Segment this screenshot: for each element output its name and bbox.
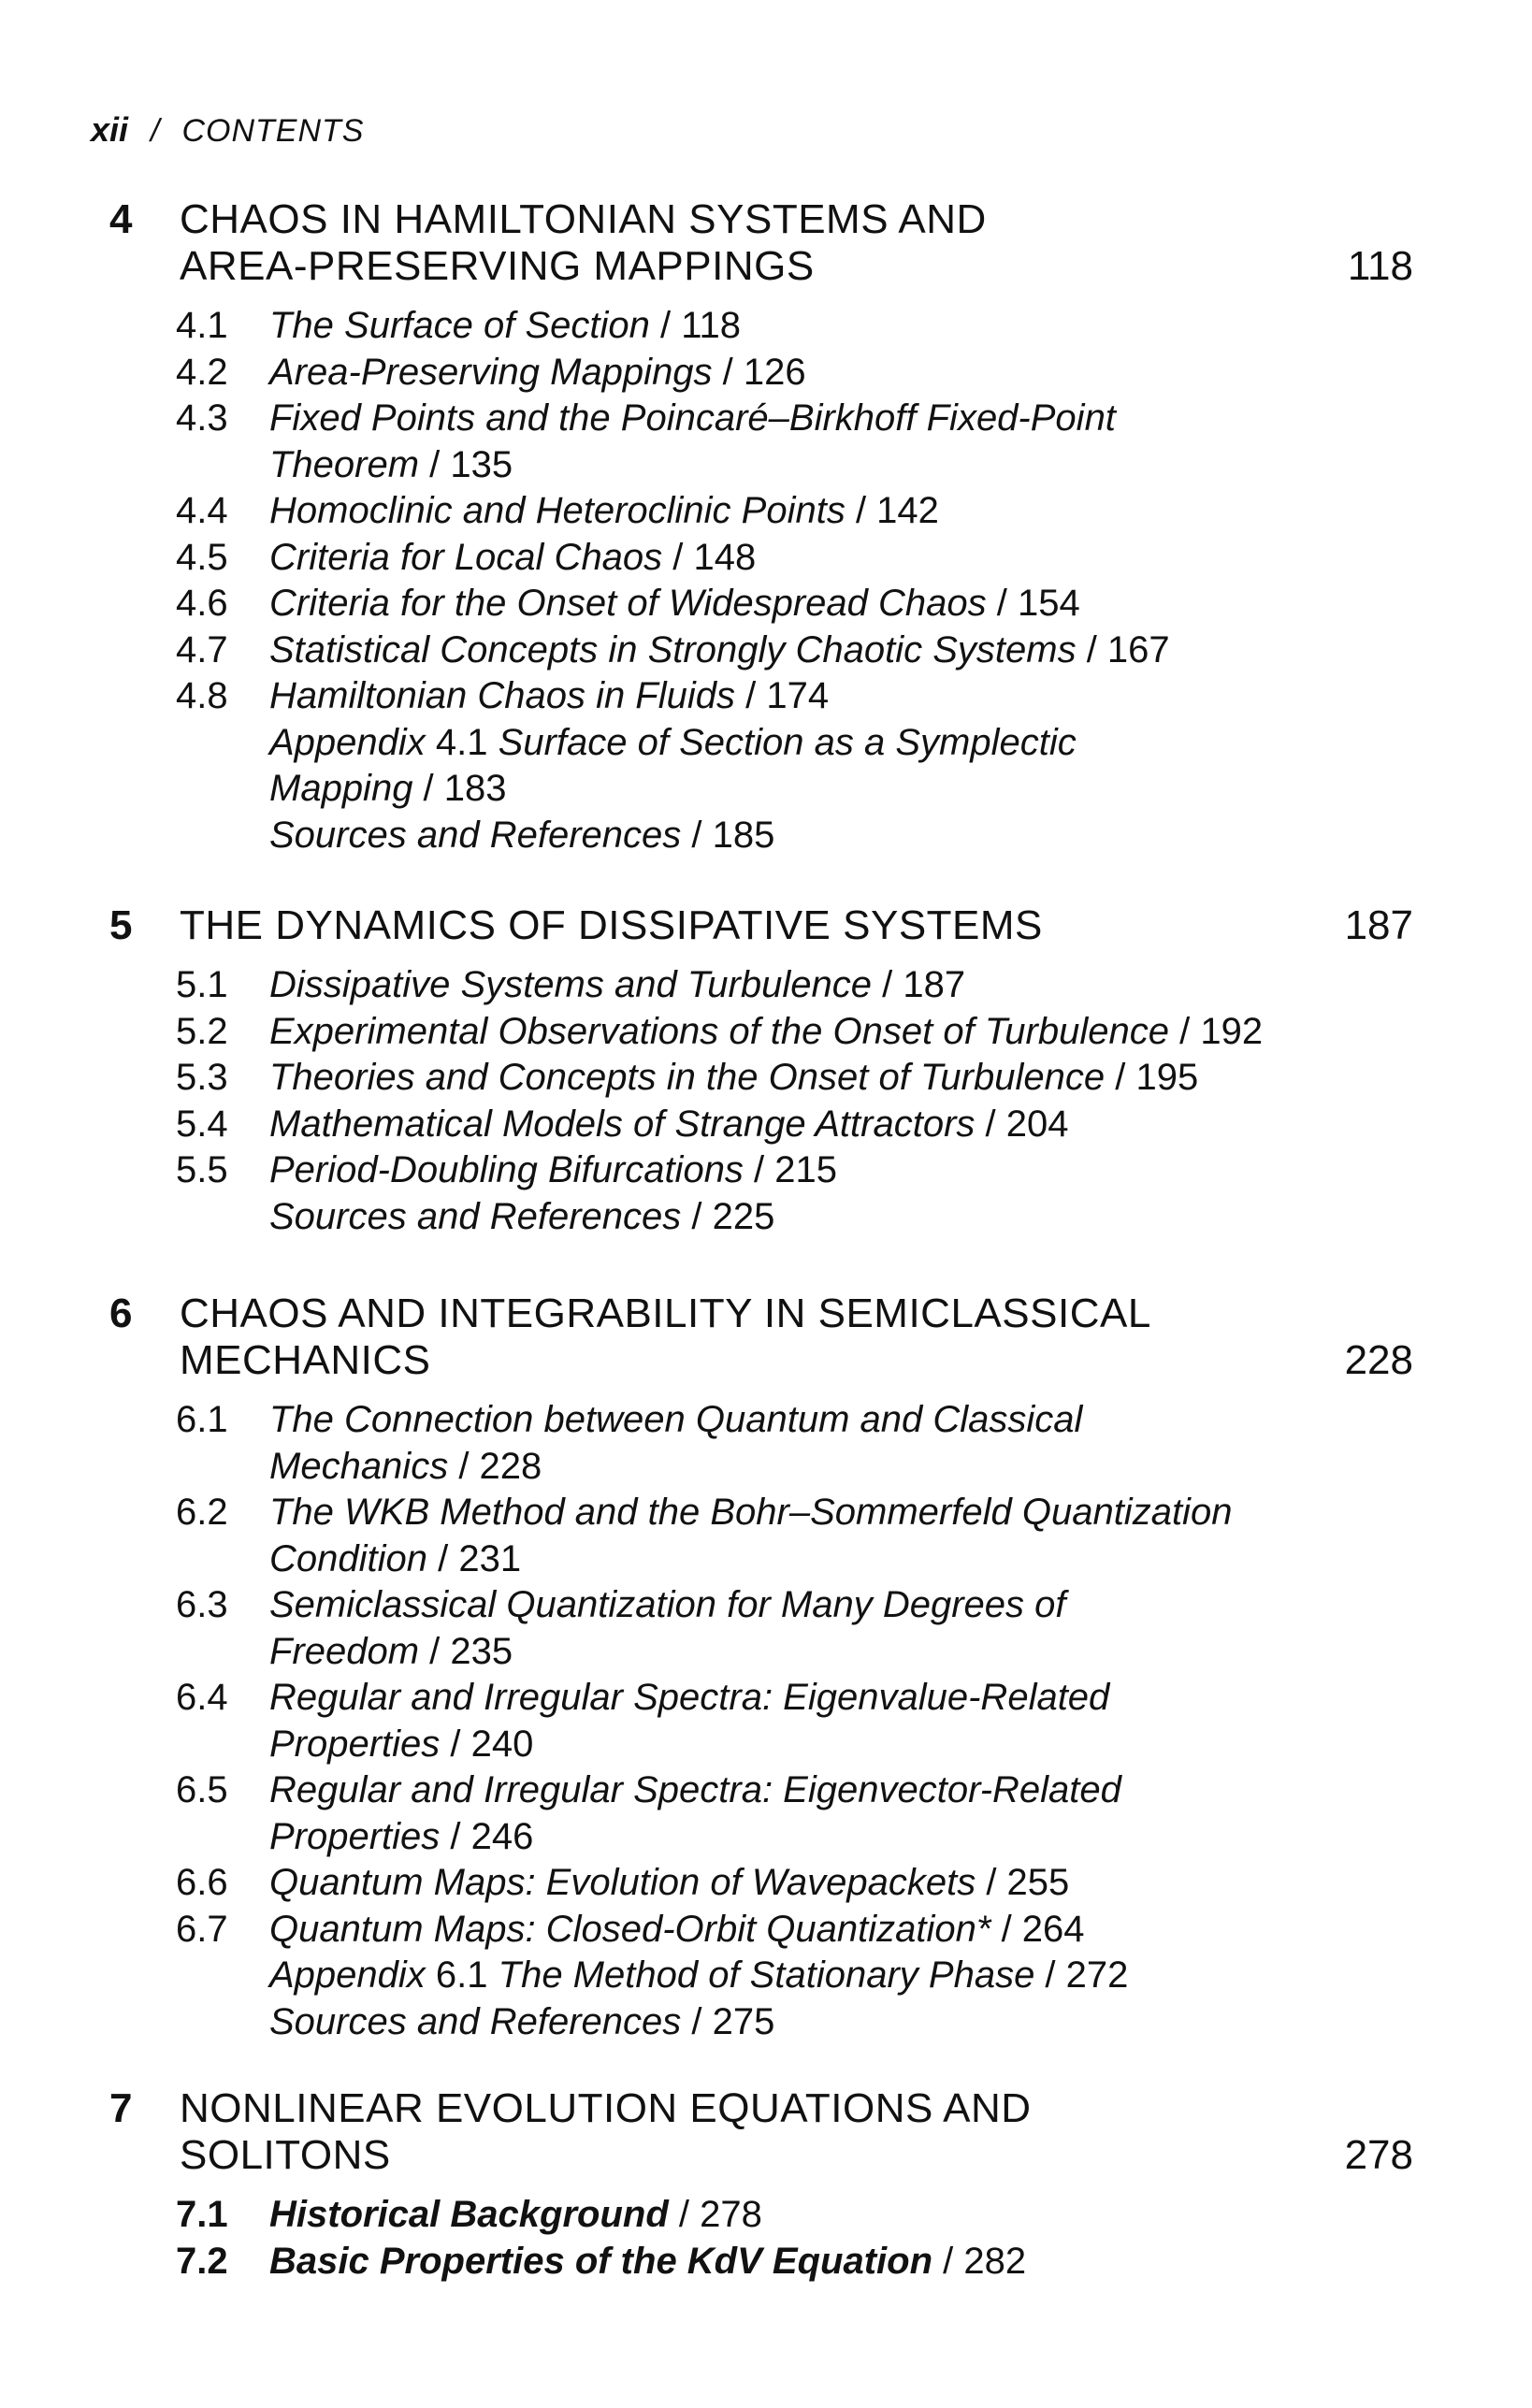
section-title-text: The WKB Method and the Bohr–Sommerfeld Quantization: [269, 1492, 1233, 1533]
section-list: [176, 303, 1392, 858]
section-title-text: Fixed Points and the Poincaré–Birkhoff Fixed-Point: [269, 397, 1116, 439]
chapter-page-number: 118: [1347, 243, 1413, 289]
running-head-page-number: xii: [91, 110, 129, 149]
chapter-number: 4: [109, 196, 133, 242]
section-title-line: [269, 535, 1392, 582]
section-page-ref: / 228: [448, 1445, 542, 1487]
toc-entry-4.6[interactable]: [176, 581, 1392, 627]
section-title-text: Homoclinic and Heteroclinic Points: [269, 490, 845, 531]
chapter-number: 6: [109, 1291, 133, 1336]
chapter-title-line: SOLITONS: [180, 2132, 391, 2178]
section-title-text: Area-Preserving Mappings: [269, 351, 713, 393]
chapter-page-number: 187: [1344, 902, 1413, 948]
appendix-label: Appendix: [269, 721, 436, 763]
section-number: 4.4: [176, 490, 228, 531]
appendix-number: 6.1: [435, 1954, 499, 1996]
section-number: 6.1: [176, 1399, 228, 1440]
toc-entry-5.1[interactable]: [176, 962, 1392, 1009]
section-number: 6.7: [176, 1908, 228, 1950]
section-title-text: Criteria for Local Chaos: [269, 536, 663, 578]
section-title-line: [269, 1490, 1392, 1536]
section-title-text: The Method of Stationary Phase: [498, 1954, 1035, 1996]
section-number: 7.2: [176, 2240, 228, 2282]
section-title-text: Mathematical Models of Strange Attractors: [269, 1103, 976, 1145]
section-number: 4.5: [176, 536, 228, 578]
section-title-text: Sources and References: [269, 2000, 682, 2042]
section-title-line: [269, 303, 1392, 350]
section-title-line: [269, 1397, 1392, 1444]
toc-entry-4.1[interactable]: [176, 303, 1392, 350]
section-number: 7.1: [176, 2194, 228, 2235]
toc-entry-4.3[interactable]: [176, 396, 1392, 488]
section-list: [176, 1397, 1392, 2045]
section-title-line: [269, 1102, 1392, 1148]
toc-entry-4.4[interactable]: [176, 488, 1392, 535]
section-title-text: Sources and References: [269, 814, 682, 856]
toc-entry-5.2[interactable]: [176, 1009, 1392, 1056]
section-title-line: [269, 766, 1392, 813]
running-head-title: CONTENTS: [181, 113, 365, 149]
chapter-page-number: 278: [1344, 2132, 1413, 2178]
section-title-text: Statistical Concepts in Strongly Chaotic Systems: [269, 628, 1077, 670]
chapter-number: 7: [109, 2085, 133, 2131]
chapter-title-line: CHAOS AND INTEGRABILITY IN SEMICLASSICAL: [180, 1291, 1151, 1336]
toc-entry-6.5[interactable]: [176, 1767, 1392, 1860]
toc-entry-6.7[interactable]: [176, 1907, 1392, 1954]
toc-entry-7.2[interactable]: [176, 2239, 1392, 2285]
toc-entry[interactable]: [176, 720, 1392, 813]
running-head: [91, 110, 364, 150]
toc-entry-7.1[interactable]: [176, 2192, 1392, 2239]
section-number: 4.8: [176, 675, 228, 716]
section-title-line: [269, 1860, 1392, 1907]
section-page-ref: / 126: [712, 351, 806, 393]
section-number: 4.6: [176, 583, 228, 624]
section-title-text: Mapping: [269, 768, 413, 809]
toc-entry-6.3[interactable]: [176, 1582, 1392, 1675]
section-page-ref: / 282: [932, 2240, 1027, 2282]
section-title-text: Criteria for the Onset of Widespread Chaos: [269, 583, 987, 624]
section-title-text: Mechanics: [269, 1445, 449, 1487]
chapter-title: [180, 196, 1293, 290]
section-title-line: [269, 1444, 1392, 1491]
toc-entry-6.6[interactable]: [176, 1860, 1392, 1907]
chapter-title-line: THE DYNAMICS OF DISSIPATIVE SYSTEMS: [180, 902, 1043, 948]
section-title-line: [269, 1999, 1392, 2046]
section-title-line: [269, 1194, 1392, 1241]
section-title-line: [269, 720, 1392, 767]
section-title-line: [269, 627, 1392, 674]
section-number: 4.7: [176, 628, 228, 670]
section-page-ref: / 174: [735, 675, 830, 716]
section-number: 4.3: [176, 397, 228, 439]
section-number: 6.4: [176, 1677, 228, 1718]
chapter-title: [180, 902, 1293, 949]
section-number: 4.1: [176, 305, 228, 346]
appendix-number: 4.1: [435, 721, 499, 763]
toc-entry[interactable]: [176, 1194, 1392, 1241]
section-title-text: Surface of Section as a Symplectic: [498, 721, 1077, 763]
section-title-line: [269, 673, 1392, 720]
chapter-page-number: 228: [1344, 1337, 1413, 1383]
section-title-line: [269, 2239, 1392, 2285]
section-title-line: [269, 1055, 1392, 1102]
section-title-line: [269, 1767, 1392, 1814]
section-number: 6.3: [176, 1584, 228, 1625]
section-title-text: Basic Properties of the KdV Equation: [269, 2240, 933, 2282]
section-list: [176, 2192, 1392, 2285]
section-title-text: Theories and Concepts in the Onset of Turbulence: [269, 1057, 1106, 1098]
toc-entry-5.4[interactable]: [176, 1102, 1392, 1148]
section-page-ref: / 195: [1105, 1057, 1199, 1098]
section-number: 5.2: [176, 1010, 228, 1052]
section-title-text: Dissipative Systems and Turbulence: [269, 964, 872, 1005]
toc-entry-5.5[interactable]: [176, 1147, 1392, 1194]
toc-entry-6.1[interactable]: [176, 1397, 1392, 1490]
section-title-text: The Surface of Section: [269, 305, 650, 346]
section-page-ref: / 240: [440, 1723, 534, 1765]
section-page-ref: / 187: [871, 964, 966, 1005]
section-title-line: [269, 1814, 1392, 1861]
section-number: 5.1: [176, 964, 228, 1005]
toc-entry-6.2[interactable]: [176, 1490, 1392, 1582]
section-page-ref: / 246: [440, 1815, 534, 1857]
section-page-ref: / 142: [845, 490, 939, 531]
chapter-title-line: MECHANICS: [180, 1337, 431, 1383]
section-title-text: Quantum Maps: Closed-Orbit Quantization*: [269, 1908, 991, 1950]
section-title-line: [269, 581, 1392, 627]
section-title-text: Properties: [269, 1723, 441, 1765]
section-page-ref: / 148: [662, 536, 757, 578]
section-page-ref: / 235: [419, 1630, 513, 1672]
toc-entry[interactable]: [176, 1999, 1392, 2046]
section-title-text: Properties: [269, 1815, 441, 1857]
section-title-line: [269, 396, 1392, 442]
section-page-ref: / 225: [681, 1195, 775, 1237]
section-title-line: [269, 1675, 1392, 1722]
section-title-line: [269, 1629, 1392, 1676]
section-title-line: [269, 488, 1392, 535]
running-head-separator: /: [151, 113, 160, 149]
section-number: 4.2: [176, 351, 228, 393]
toc-entry-4.7[interactable]: [176, 627, 1392, 674]
section-title-line: [269, 1953, 1392, 1999]
toc-entry-5.3[interactable]: [176, 1055, 1392, 1102]
chapter-title: [180, 1291, 1293, 1384]
section-number: 5.3: [176, 1057, 228, 1098]
section-title-line: [269, 1147, 1392, 1194]
toc-entry-4.2[interactable]: [176, 350, 1392, 397]
section-title-text: Theorem: [269, 443, 420, 485]
section-page-ref: / 255: [976, 1862, 1070, 1903]
section-title-text: Period-Doubling Bifurcations: [269, 1149, 744, 1190]
section-page-ref: / 183: [412, 768, 507, 809]
section-title-text: Freedom: [269, 1630, 420, 1672]
appendix-label: Appendix: [269, 1954, 436, 1996]
section-title-line: [269, 1582, 1392, 1629]
section-title-line: [269, 1009, 1392, 1056]
section-page-ref: / 154: [986, 583, 1080, 624]
section-title-text: The Connection between Quantum and Classical: [269, 1399, 1083, 1440]
section-title-text: Regular and Irregular Spectra: Eigenvector-Related: [269, 1769, 1121, 1810]
section-page-ref: / 264: [990, 1908, 1085, 1950]
section-page-ref: / 275: [681, 2000, 775, 2042]
section-page-ref: / 135: [419, 443, 513, 485]
section-number: 6.5: [176, 1769, 228, 1810]
chapter-title-line: CHAOS IN HAMILTONIAN SYSTEMS AND: [180, 196, 987, 242]
section-number: 6.2: [176, 1492, 228, 1533]
section-number: 5.5: [176, 1149, 228, 1190]
section-title-text: Quantum Maps: Evolution of Wavepackets: [269, 1862, 976, 1903]
chapter-number: 5: [109, 902, 133, 948]
chapter-title-line: NONLINEAR EVOLUTION EQUATIONS AND: [180, 2085, 1032, 2131]
section-page-ref: / 272: [1034, 1954, 1129, 1996]
section-title-text: Semiclassical Quantization for Many Degrees of: [269, 1584, 1066, 1625]
section-title-line: [269, 350, 1392, 397]
toc-entry-6.4[interactable]: [176, 1675, 1392, 1767]
section-number: 6.6: [176, 1862, 228, 1903]
section-page-ref: / 215: [743, 1149, 838, 1190]
section-list: [176, 962, 1392, 1240]
toc-entry-4.5[interactable]: [176, 535, 1392, 582]
toc-entry[interactable]: [176, 813, 1392, 859]
section-title-text: Condition: [269, 1537, 428, 1579]
section-title-text: Experimental Observations of the Onset of Turbulence: [269, 1010, 1169, 1052]
section-title-text: Sources and References: [269, 1195, 682, 1237]
section-title-line: [269, 1907, 1392, 1954]
section-page-ref: / 278: [668, 2194, 762, 2235]
section-page-ref: / 185: [681, 814, 775, 856]
section-title-line: [269, 2192, 1392, 2239]
section-title-text: Historical Background: [269, 2194, 669, 2235]
section-title-text: Hamiltonian Chaos in Fluids: [269, 675, 736, 716]
section-title-text: Regular and Irregular Spectra: Eigenvalue-Related: [269, 1677, 1110, 1718]
section-title-line: [269, 813, 1392, 859]
section-title-line: [269, 1536, 1392, 1583]
section-number: 5.4: [176, 1103, 228, 1145]
section-title-line: [269, 442, 1392, 489]
section-title-line: [269, 962, 1392, 1009]
section-page-ref: / 118: [649, 305, 742, 346]
section-page-ref: / 192: [1168, 1010, 1264, 1052]
section-page-ref: / 167: [1076, 628, 1170, 670]
chapter-title-line: AREA-PRESERVING MAPPINGS: [180, 243, 815, 289]
section-page-ref: / 231: [427, 1537, 522, 1579]
section-title-line: [269, 1722, 1392, 1768]
toc-entry-4.8[interactable]: [176, 673, 1392, 720]
toc-entry[interactable]: [176, 1953, 1392, 1999]
section-page-ref: / 204: [975, 1103, 1069, 1145]
chapter-title: [180, 2085, 1293, 2179]
